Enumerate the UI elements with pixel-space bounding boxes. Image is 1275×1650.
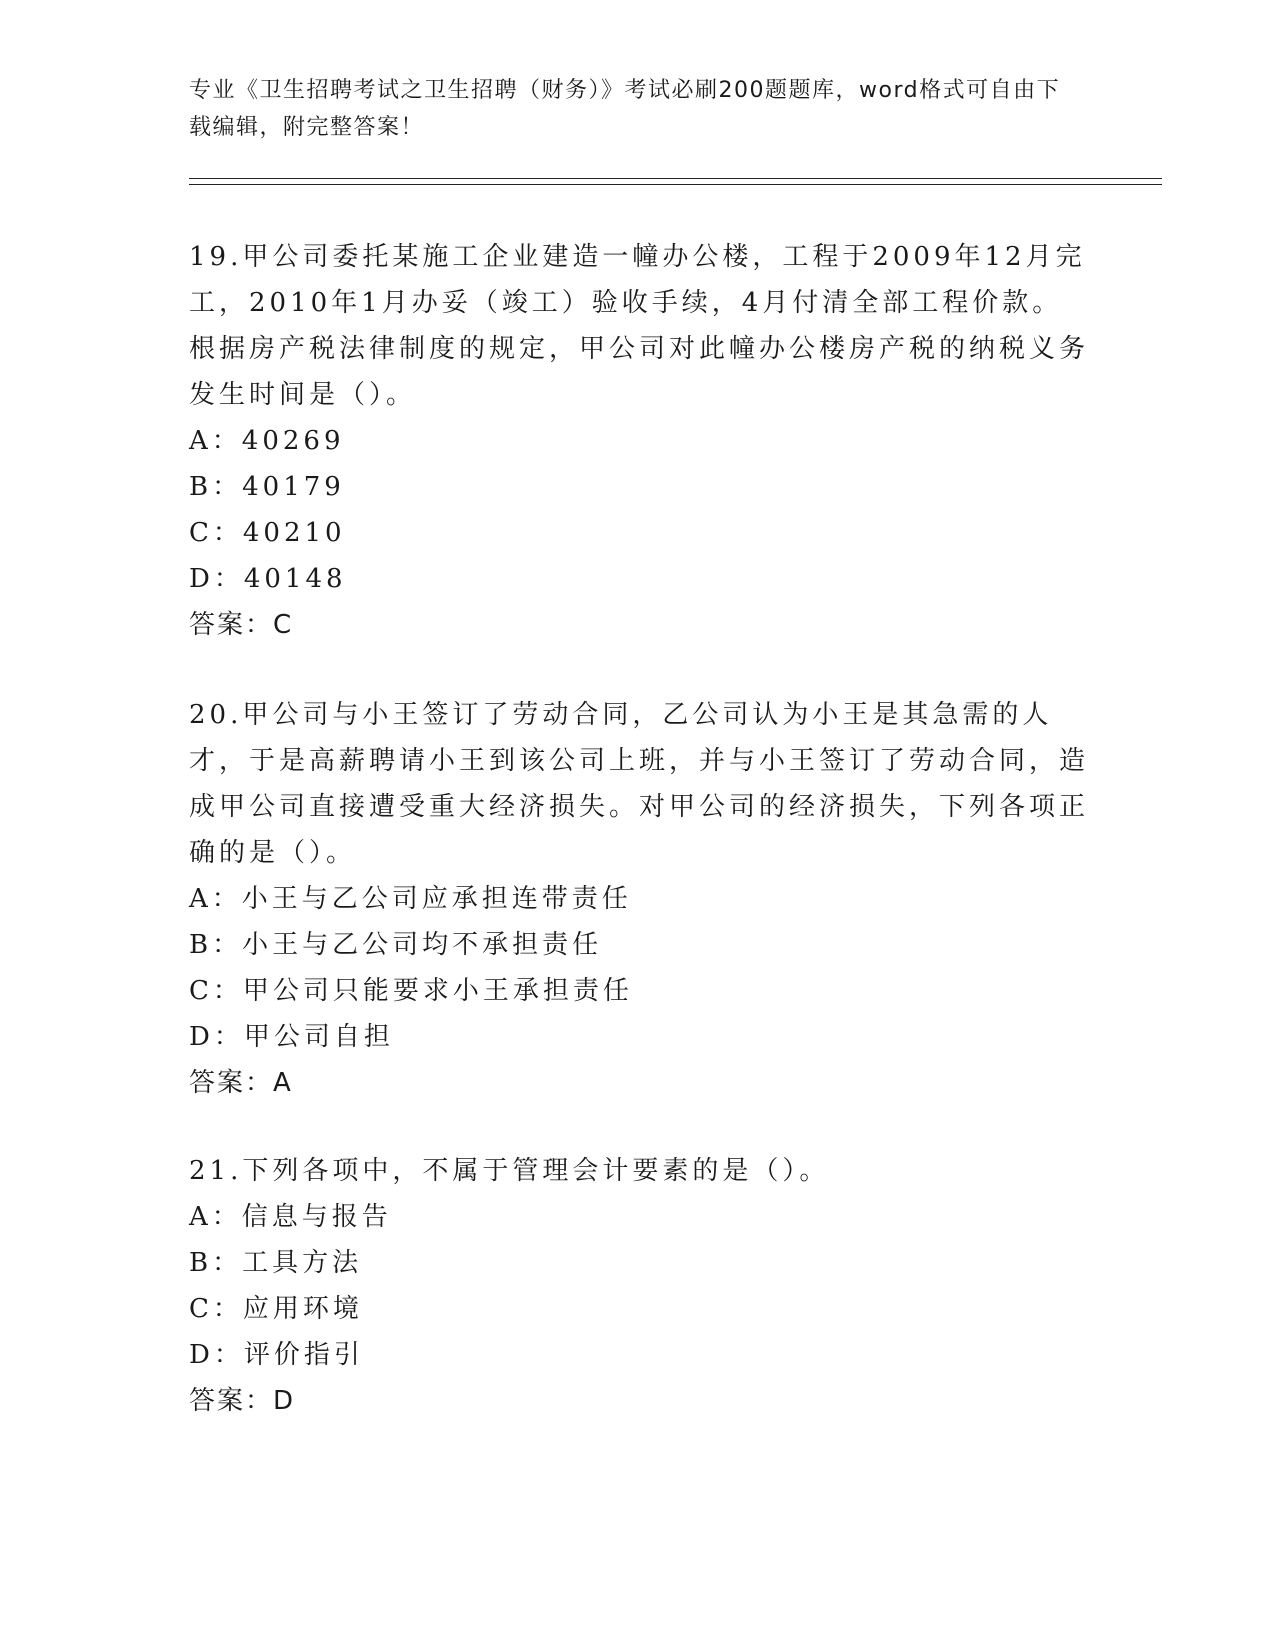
option-c: C：甲公司只能要求小王承担责任 bbox=[189, 976, 633, 1006]
answer: 答案：A bbox=[189, 1068, 293, 1098]
question-21 bbox=[189, 1148, 1089, 1424]
header-divider-bottom bbox=[189, 184, 1162, 185]
option-b: B：工具方法 bbox=[189, 1248, 363, 1278]
option-a: A：小王与乙公司应承担连带责任 bbox=[189, 884, 632, 914]
header-divider-top bbox=[189, 178, 1162, 179]
question-text: 21.下列各项中，不属于管理会计要素的是（）。 bbox=[189, 1156, 830, 1186]
option-a: A：40269 bbox=[189, 426, 345, 456]
document-header: 专业《卫生招聘考试之卫生招聘（财务）》考试必刷200题题库，word格式可自由下载编辑，附完整答案！ bbox=[189, 78, 1061, 140]
answer: 答案：D bbox=[189, 1386, 296, 1416]
option-d: D：甲公司自担 bbox=[189, 1022, 394, 1052]
question-20 bbox=[189, 692, 1089, 1106]
option-b: B：小王与乙公司均不承担责任 bbox=[189, 930, 603, 960]
answer: 答案：C bbox=[189, 610, 294, 640]
option-d: D：40148 bbox=[189, 564, 347, 594]
question-text: 19.甲公司委托某施工企业建造一幢办公楼，工程于2009年12月完工，2010年1月办妥（竣工）验收手续，4月付清全部工程价款。根据房产税法律制度的规定，甲公司对此幢办公楼房产税的纳税义务发生时间是（）。 bbox=[189, 242, 1090, 410]
option-c: C：应用环境 bbox=[189, 1294, 363, 1324]
question-text: 20.甲公司与小王签订了劳动合同，乙公司认为小王是其急需的人才，于是高薪聘请小王到该公司上班，并与小王签订了劳动合同，造成甲公司直接遭受重大经济损失。对甲公司的经济损失，下列各项正确的是（）。 bbox=[189, 700, 1090, 868]
option-d: D：评价指引 bbox=[189, 1340, 364, 1370]
option-c: C：40210 bbox=[189, 518, 346, 548]
option-a: A：信息与报告 bbox=[189, 1202, 392, 1232]
question-19 bbox=[189, 234, 1089, 648]
option-b: B：40179 bbox=[189, 472, 345, 502]
